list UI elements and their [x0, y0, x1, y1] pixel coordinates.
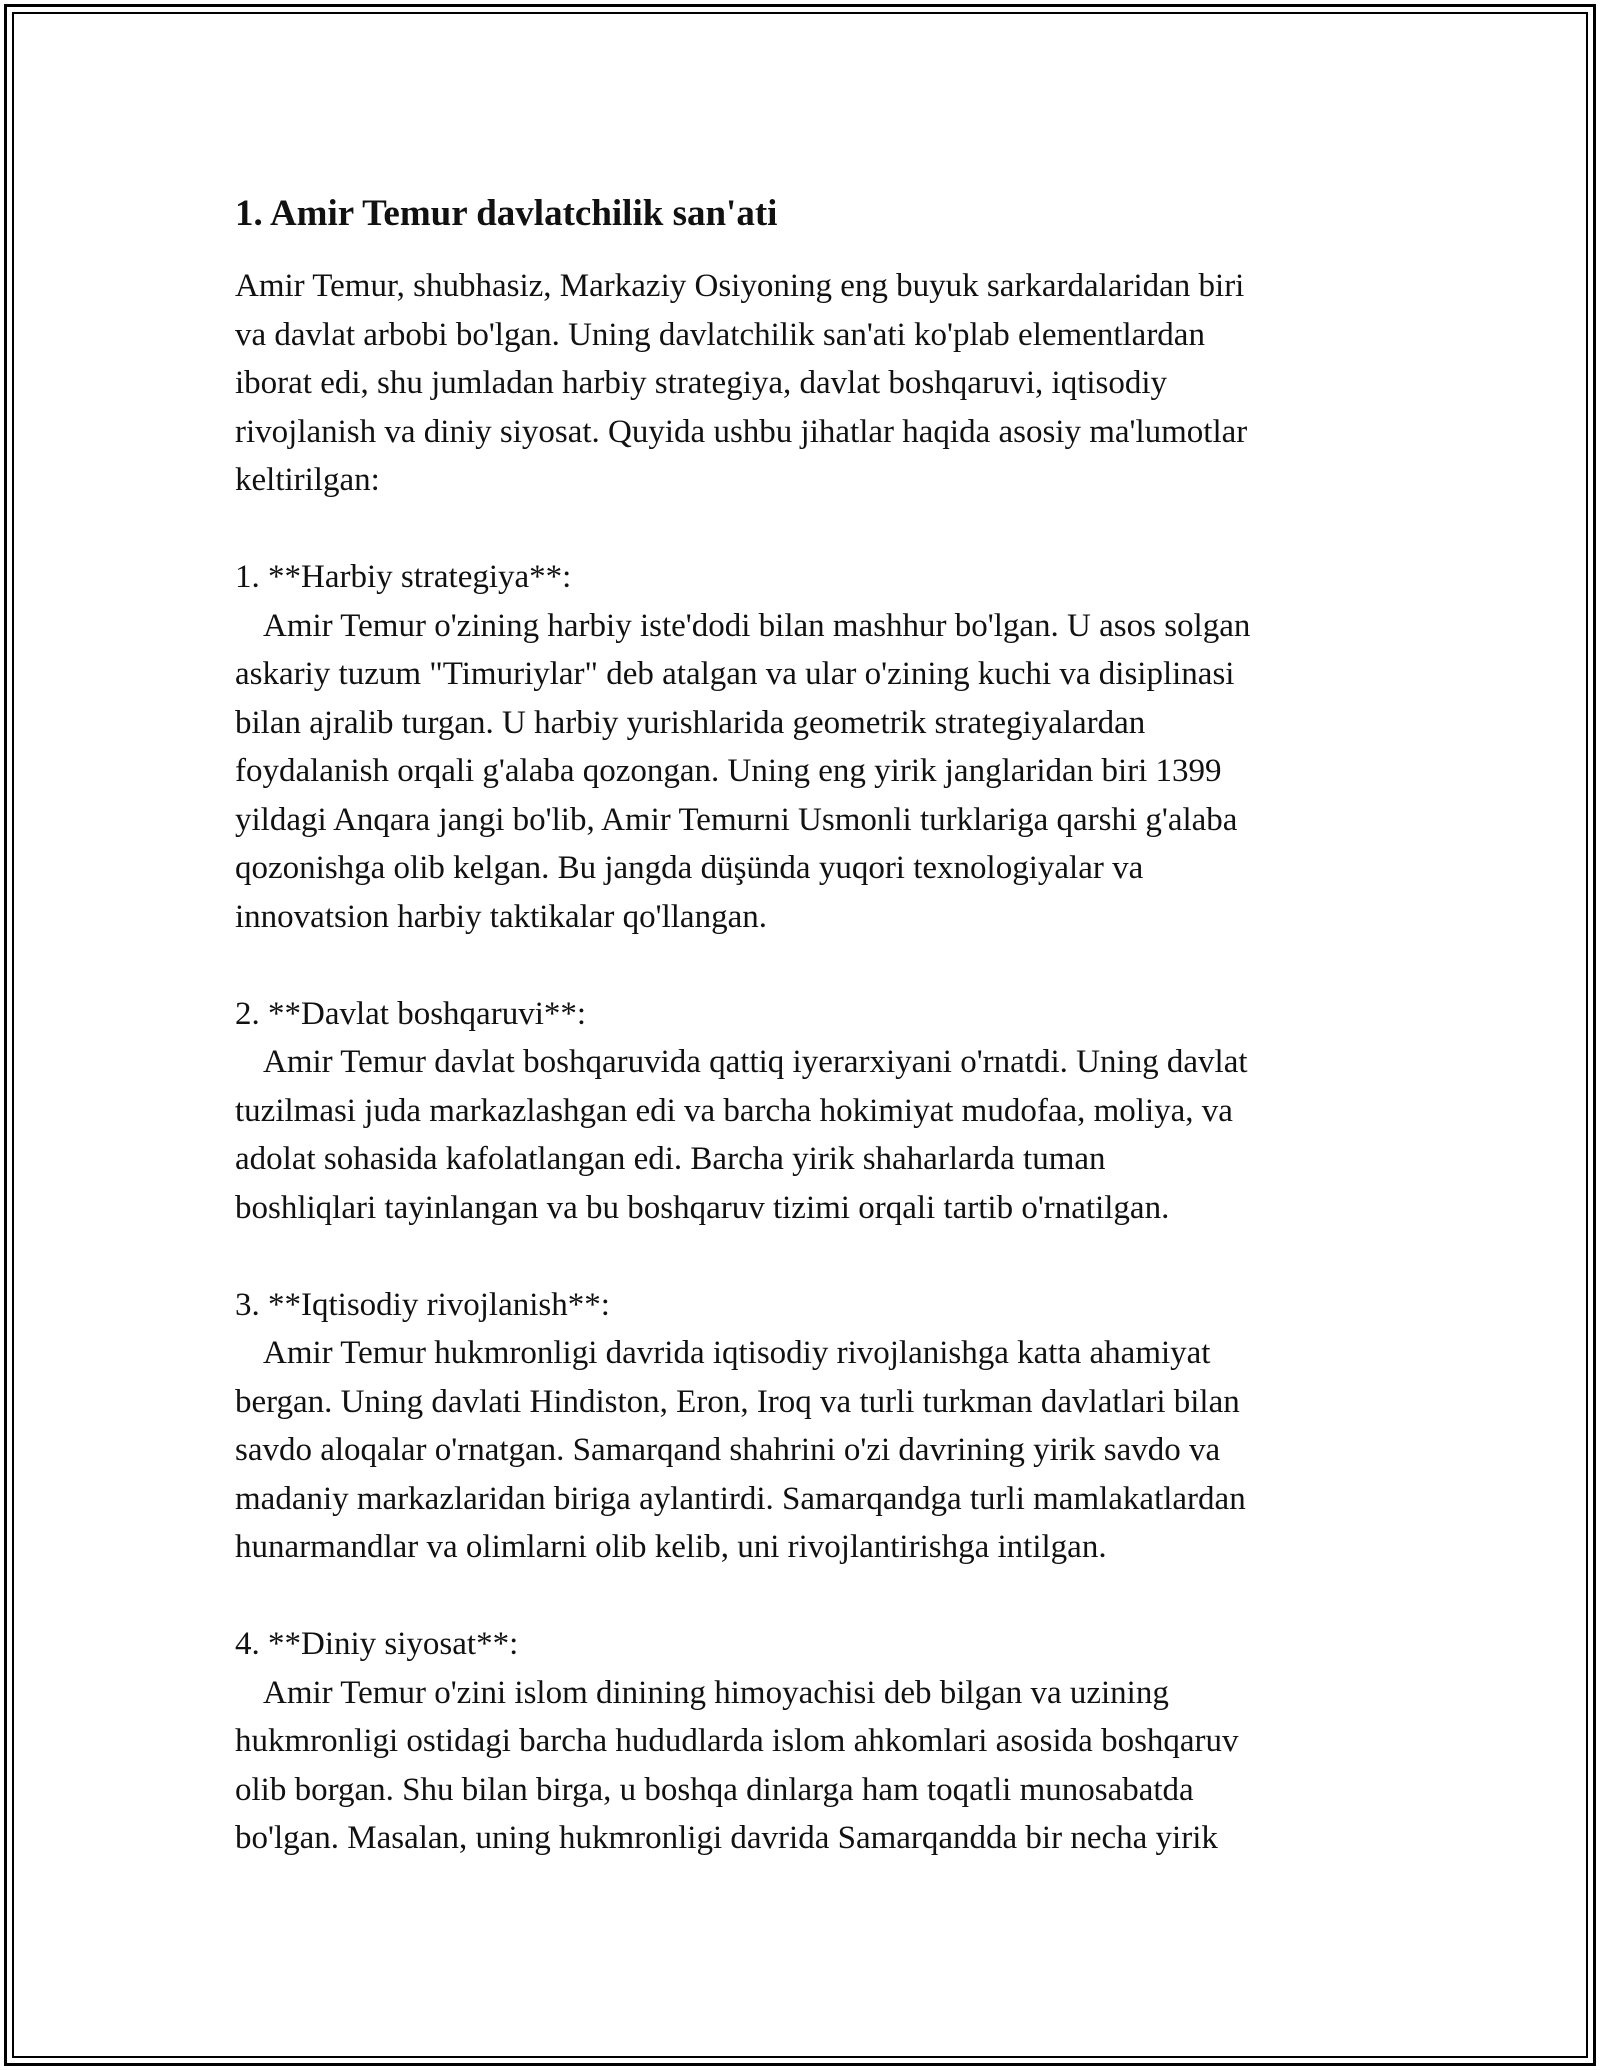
- section-diniy-siyosat: [235, 1620, 1385, 1863]
- paragraph-gap: [235, 941, 1385, 990]
- section-line: bergan. Uning davlati Hindiston, Eron, Iroq va turli turkman davlatlari bilan: [235, 1383, 1240, 1420]
- section-line: askariy tuzum "Timuriylar" deb atalgan va ular o'zining kuchi va disiplinasi: [235, 656, 1235, 692]
- section-heading: 1. **Harbiy strategiya**:: [235, 559, 572, 595]
- section-heading: 2. **Davlat boshqaruvi**:: [235, 995, 587, 1032]
- intro-line: va davlat arbobi bo'lgan. Uning davlatchilik san'ati ko'plab elementlardan: [235, 316, 1205, 353]
- section-line: innovatsion harbiy taktikalar qo'llangan.: [235, 898, 767, 935]
- section-line: bilan ajralib turgan. U harbiy yurishlarida geometrik strategiyalardan: [235, 704, 1146, 741]
- section-line: hukmronligi ostidagi barcha hududlarda islom ahkomlari asosida boshqaruv: [235, 1723, 1239, 1759]
- intro-paragraph: [235, 262, 1385, 505]
- section-line: yildagi Anqara jangi bo'lib, Amir Temurni Usmonli turklariga qarshi g'alaba: [235, 801, 1238, 838]
- document-body: [235, 186, 1385, 1863]
- intro-line: Amir Temur, shubhasiz, Markaziy Osiyoning eng buyuk sarkardalaridan biri: [235, 268, 1245, 304]
- section-line: bo'lgan. Masalan, uning hukmronligi davrida Samarqandda bir necha yirik: [235, 1820, 1218, 1856]
- section-harbiy-strategiya: [235, 553, 1385, 941]
- section-line: boshliqlari tayinlangan va bu boshqaruv tizimi orqali tartib o'rnatilgan.: [235, 1189, 1170, 1226]
- paragraph-gap: [235, 1232, 1385, 1281]
- intro-line: iborat edi, shu jumladan harbiy strategiya, davlat boshqaruvi, iqtisodiy: [235, 365, 1168, 401]
- section-line: foydalanish orqali g'alaba qozongan. Uning eng yirik janglaridan biri 1399: [235, 753, 1222, 789]
- section-line: Amir Temur o'zining harbiy iste'dodi bilan mashhur bo'lgan. U asos solgan: [263, 607, 1251, 644]
- section-line: adolat sohasida kafolatlangan edi. Barcha yirik shaharlarda tuman: [235, 1141, 1106, 1177]
- section-line: olib borgan. Shu bilan birga, u boshqa dinlarga ham toqatli munosabatda: [235, 1771, 1194, 1808]
- section-line: qozonishga olib kelgan. Bu jangda düşünda yuqori texnologiyalar va: [235, 850, 1144, 886]
- section-line: Amir Temur o'zini islom dinining himoyachisi deb bilgan va uzining: [263, 1674, 1169, 1711]
- section-line: tuzilmasi juda markazlashgan edi va barcha hokimiyat mudofaa, moliya, va: [235, 1092, 1233, 1129]
- section-heading: 3. **Iqtisodiy rivojlanish**:: [235, 1286, 610, 1323]
- section-line: savdo aloqalar o'rnatgan. Samarqand shahrini o'zi davrining yirik savdo va: [235, 1432, 1221, 1468]
- paragraph-gap: [235, 1572, 1385, 1621]
- section-line: Amir Temur hukmronligi davrida iqtisodiy rivojlanishga katta ahamiyat: [263, 1335, 1211, 1371]
- section-iqtisodiy-rivojlanish: [235, 1281, 1385, 1572]
- section-davlat-boshqaruvi: [235, 990, 1385, 1233]
- paragraph-gap: [235, 505, 1385, 554]
- section-line: Amir Temur davlat boshqaruvida qattiq iyerarxiyani o'rnatdi. Uning davlat: [263, 1044, 1248, 1080]
- section-line: madaniy markazlaridan biriga aylantirdi. Samarqandga turli mamlakatlardan: [235, 1480, 1246, 1517]
- intro-line: keltirilgan:: [235, 462, 380, 498]
- document-title: 1. Amir Temur davlatchilik san'ati: [235, 193, 778, 234]
- section-heading: 4. **Diniy siyosat**:: [235, 1626, 519, 1662]
- section-line: hunarmandlar va olimlarni olib kelib, uni rivojlantirishga intilgan.: [235, 1529, 1107, 1565]
- intro-line: rivojlanish va diniy siyosat. Quyida ushbu jihatlar haqida asosiy ma'lumotlar: [235, 413, 1248, 450]
